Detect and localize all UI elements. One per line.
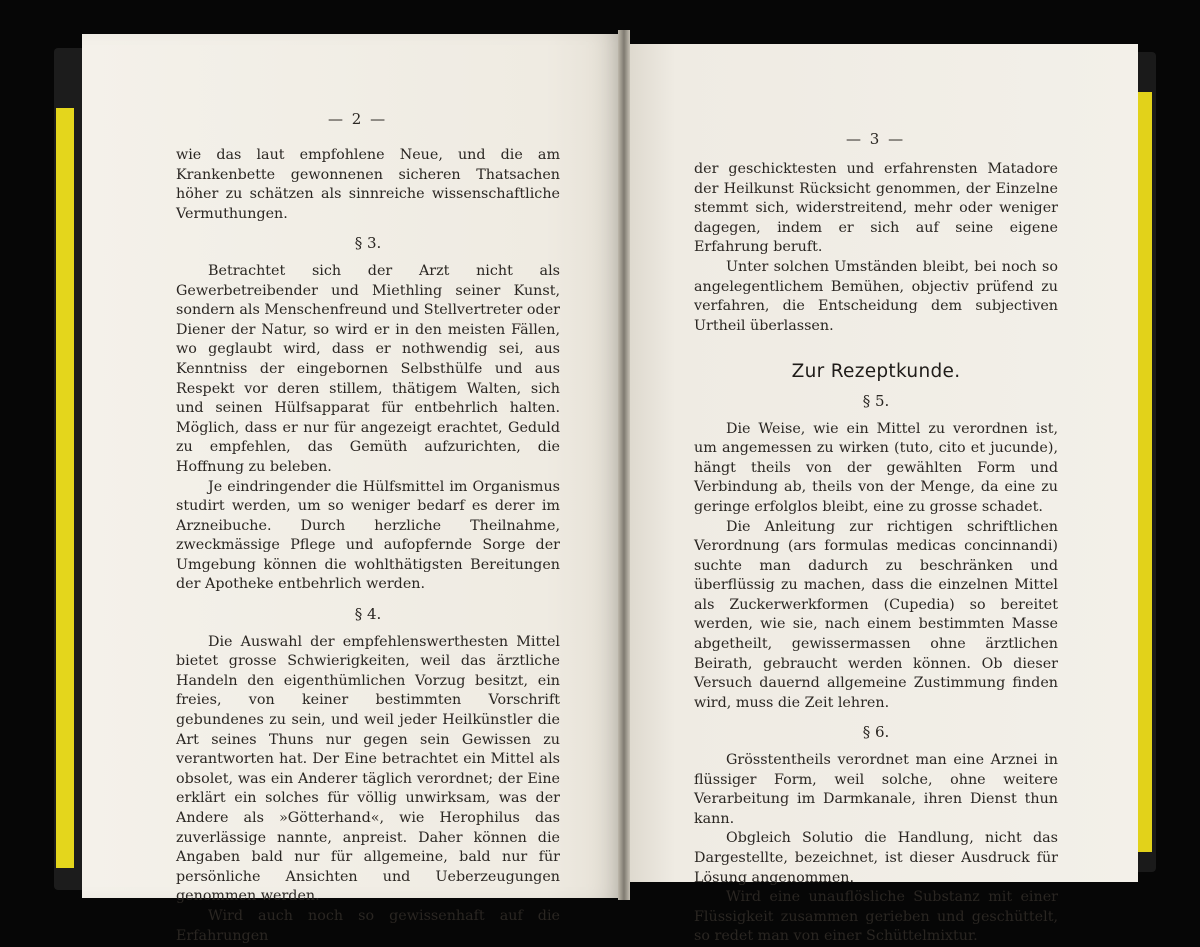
paragraph: Obgleich Solutio die Handlung, nicht das Dargestellte, bezeichnet, ist dieser Ausdruck für Lösung angenommen. [694, 830, 1058, 886]
right-page-text [694, 160, 1058, 947]
right-page-number: — 3 — [846, 130, 906, 148]
section-heading: § 6. [862, 723, 890, 742]
paragraph: der geschicktesten und erfahrensten Matadore der Heilkunst Rücksicht genommen, der Einzelne stemmt sich, widerstreitend, mehr oder weniger dagegen, indem er sich auf seine eigene Erfahrung beruft. [694, 161, 1058, 256]
paragraph: wie das laut empfohlene Neue, und die am Krankenbette gewonnenen sicheren Thatsachen höher zu schätzen als sinnreiche wissenschaftliche Vermuthungen. [176, 147, 560, 222]
section-heading: § 4. [354, 605, 382, 624]
paragraph: Grösstentheils verordnet man eine Arznei in flüssiger Form, weil solche, ohne weitere Verarbeitung im Darmkanale, ihren Dienst thun kann. [694, 752, 1058, 827]
paragraph: Betrachtet sich der Arzt nicht als Gewerbetreibender und Miethling seiner Kunst, sondern als Menschenfreund und Stellvertreter oder Diener der Natur, so wird er in den meisten Fällen, wo geglaubt wird, dass er nothwendig sei, aus Kenntniss der eingebornen Selbsthülfe und aus Respekt vor deren stillem, thätigem Walten, sich und seinen Hülfsapparat für entbehrlich halten. Möglich, dass er nur für angezeigt erachtet, Geduld zu empfehlen, das Gemüth aufzurichten, die Hoffnung zu beleben. [176, 262, 560, 475]
paragraph: Die Anleitung zur richtigen schriftlichen Verordnung (ars formulas medicas concinnandi) suchte man dadurch zu beschränken und überflüssig zu machen, dass die einzelnen Mittel als Zuckerwerkformen (Cupedia) so bereitet werden, wie sie, nach einem bestimmten Masse abgetheilt, gewissermassen ohne ärztlichen Beirath, gebraucht werden können. Ob dieser Versuch dauernd allgemeine Zustimmung finden wird, muss die Zeit lehren. [694, 518, 1058, 711]
chapter-heading: Zur Rezeptkunde. [791, 361, 961, 383]
section-heading: § 5. [862, 391, 890, 410]
paragraph: Je eindringender die Hülfsmittel im Organismus studirt werden, um so weniger bedarf es derer im Arzneibuche. Durch herzliche Theilnahme, zweckmässige Pflege und aufopfernde Sorge der Umgebung können die wohlthätigsten Bereitungen der Apotheke entbehrlich werden. [176, 478, 560, 593]
section-heading: § 3. [354, 234, 382, 253]
book-gutter [618, 30, 630, 900]
paragraph: Unter solchen Umständen bleibt, bei noch so angelegentlichem Bemühen, objectiv prüfend zu verfahren, die Entscheidung dem subjectiven Urtheil überlassen. [694, 258, 1058, 334]
cover-edge-yellow-left [56, 108, 74, 868]
paragraph: Die Weise, wie ein Mittel zu verordnen ist, um angemessen zu wirken (tuto, cito et jucunde), hängt theils von der gewählten Form und Verbindung ab, theils von der Menge, da eine zu geringe erfolglos bleibt, eine zu grosse schadet. [694, 420, 1058, 515]
paragraph: Wird auch noch so gewissenhaft auf die Erfahrungen [176, 907, 560, 944]
left-page-number: — 2 — [328, 110, 388, 128]
cover-edge-yellow-right [1138, 92, 1152, 852]
left-page-text [176, 146, 560, 946]
paragraph: Wird eine unauflösliche Substanz mit einer Flüssigkeit zusammen gerieben und geschüttelt, so redet man von einer Schüttelmixtur. [694, 889, 1058, 945]
paragraph: Die Auswahl der empfehlenswerthesten Mittel bietet grosse Schwierigkeiten, weil das ärztliche Handeln den eigenthümlichen Vorzug besitzt, ein freies, von keiner bestimmten Vorschrift gebundenes zu sein, und weil jeder Heilkünstler die Art seines Thuns nur gegen sein Gewissen zu verantworten hat. Der Eine betrachtet ein Mittel als obsolet, was ein Anderer täglich verordnet; der Eine erklärt ein solches für völlig unwirksam, was der Andere als »Götterhand«, wie Herophilus das zuverlässige nannte, anpreist. Daher können die Angaben bald nur für allgemeine, bald nur für persönliche Ansichten und Ueberzeugungen genommen werden. [176, 633, 560, 905]
